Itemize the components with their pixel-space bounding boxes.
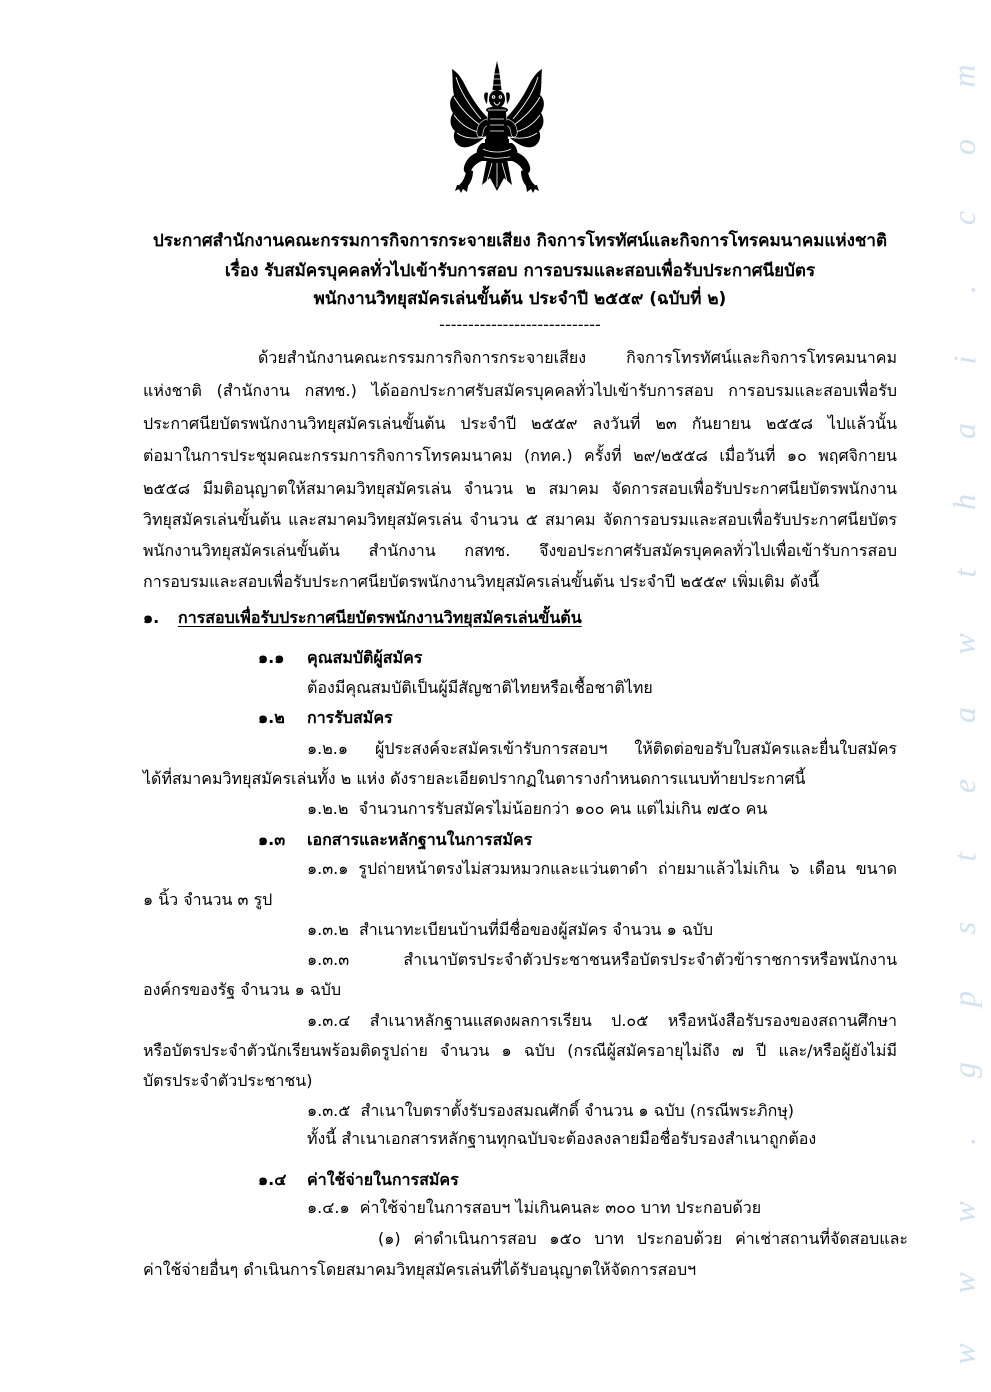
item-1-3-5-text: สำเนาใบตราตั้งรับรองสมณศักดิ์ จำนวน ๑ ฉบับ (กรณีพระภิกษุ) xyxy=(360,1101,795,1120)
watermark-letter: . xyxy=(946,285,982,293)
item-1-3-3-line-2: องค์กรของรัฐ จำนวน ๑ ฉบับ xyxy=(143,980,342,999)
item-1-3-1-line-2: ๑ นิ้ว จำนวน ๓ รูป xyxy=(143,890,273,909)
item-1-2-1-line-1 xyxy=(307,738,897,760)
emblem-right-wing xyxy=(505,69,544,147)
item-1-3-5-number: ๑.๓.๕ xyxy=(307,1101,351,1120)
subitem-1-text: ค่าดำเนินการสอบ ๑๕๐ บาท ประกอบด้วย ค่าเช่าสถานที่จัดสอบและ xyxy=(413,1229,908,1248)
emblem-tail xyxy=(482,159,512,191)
intro-line-2: แห่งชาติ (สำนักงาน กสทช.) ได้ออกประกาศรับสมัครบุคคลทั่วไปเข้ารับการสอบ การอบรมและสอบเพื่อรับ xyxy=(143,381,897,400)
intro-line-7: พนักงานวิทยุสมัครเล่นขั้นต้น สำนักงาน กสทช. จึงขอประกาศรับสมัครบุคคลทั่วไปเพื่อเข้ารับการสอบ xyxy=(143,541,897,560)
item-1-3-3-text: สำเนาบัตรประจำตัวประชาชนหรือบัตรประจำตัวข้าราชการหรือพนักงาน xyxy=(403,950,897,969)
watermark-letter: i xyxy=(945,355,982,365)
item-1-3-1-text: รูปถ่ายหน้าตรงไม่สวมหมวกและแว่นตาดำ ถ่ายมาแล้วไม่เกิน ๖ เดือน ขนาด xyxy=(358,859,897,878)
emblem-left-leg xyxy=(455,151,485,193)
item-1-3-1-number: ๑.๓.๑ xyxy=(307,859,349,878)
intro-line-6: วิทยุสมัครเล่นขั้นต้น และสมาคมวิทยุสมัครเล่น จำนวน ๕ สมาคม จัดการอบรมและสอบเพื่อรับประกาศนียบัตร xyxy=(143,510,897,529)
intro-line-5: ๒๕๕๘ มีมติอนุญาตให้สมาคมวิทยุสมัครเล่น จำนวน ๒ สมาคม จัดการสอบเพื่อรับประกาศนียบัตรพนักงาน xyxy=(143,479,897,498)
subsection-1-4-number: ๑.๔ xyxy=(258,1170,287,1189)
item-1-2-2-text: จำนวนการรับสมัครไม่น้อยกว่า ๑๐๐ คน แต่ไม่เกิน ๗๕๐ คน xyxy=(358,799,768,818)
announcement-title-line-3: พนักงานวิทยุสมัครเล่นขั้นต้น ประจำปี ๒๕๕๙ (ฉบับที่ ๒) xyxy=(313,289,727,309)
watermark-letter: g xyxy=(946,1062,982,1078)
watermark-letter: t xyxy=(945,852,982,862)
subitem-1-line-2: ค่าใช้จ่ายอื่นๆ ดำเนินการโดยสมาคมวิทยุสมัครเล่นที่ได้รับอนุญาตให้จัดการสอบฯ xyxy=(143,1260,697,1279)
watermark-letter: m xyxy=(945,64,982,88)
watermark-letter: . xyxy=(946,1137,982,1145)
item-1-2-1-line-2: ได้ที่สมาคมวิทยุสมัครเล่นทั้ง ๒ แห่ง ดังรายละเอียดปรากฏในตารางกำหนดการแนบท้ายประกาศนี้ xyxy=(143,769,806,788)
item-1-3-4-text: สำเนาหลักฐานแสดงผลการเรียน ป.๐๕ หรือหนังสือรับรองของสถานศึกษา xyxy=(369,1011,897,1030)
watermark-letter: p xyxy=(946,991,982,1007)
section-1-number: ๑. xyxy=(143,608,160,627)
item-1-4-1-line-1 xyxy=(307,1197,761,1219)
subitem-1-line-1 xyxy=(378,1228,908,1250)
watermark-letter: a xyxy=(946,423,982,439)
item-1-3-4-number: ๑.๓.๔ xyxy=(307,1011,351,1030)
item-1-3-4-line-3: บัตรประจำตัวประชาชน) xyxy=(143,1071,313,1090)
announcement-title-line-1: ประกาศสำนักงานคณะกรรมการกิจการกระจายเสียง กิจการโทรทัศน์และกิจการโทรคมนาคมแห่งชาติ xyxy=(152,231,888,251)
item-1-2-1-number: ๑.๒.๑ xyxy=(307,739,349,758)
item-1-3-1-line-1 xyxy=(307,858,897,880)
item-1-3-2-line-1 xyxy=(307,919,713,941)
item-1-3-2-number: ๑.๓.๒ xyxy=(307,920,349,939)
subitem-1-number: (๑) xyxy=(378,1229,401,1248)
emblem-crown xyxy=(493,61,502,90)
subsection-1-1-title: คุณสมบัติผู้สมัคร xyxy=(307,648,423,667)
watermark-letter: t xyxy=(945,568,982,578)
subsection-1-4-title: ค่าใช้จ่ายในการสมัคร xyxy=(307,1170,459,1189)
intro-line-8: การอบรมและสอบเพื่อรับประกาศนียบัตรพนักงานวิทยุสมัครเล่นขั้นต้น ประจำปี ๒๕๕๙ เพิ่มเติม ดังนี้ xyxy=(143,572,820,591)
subsection-1-2-number: ๑.๒ xyxy=(258,708,285,727)
announcement-title-line-2: เรื่อง รับสมัครบุคคลทั่วไปเข้ารับการสอบ การอบรมและสอบเพื่อรับประกาศนียบัตร xyxy=(224,261,816,281)
watermark xyxy=(944,60,984,1370)
garuda-emblem xyxy=(447,57,547,193)
subsection-1-3-title: เอกสารและหลักฐานในการสมัคร xyxy=(307,830,533,849)
emblem-head xyxy=(484,90,510,114)
watermark-letter: w xyxy=(946,1201,982,1223)
watermark-letter: a xyxy=(946,707,982,723)
intro-line-1: ด้วยสำนักงานคณะกรรมการกิจการกระจายเสียง กิจการโทรทัศน์และกิจการโทรคมนาคม xyxy=(258,348,897,367)
item-1-3-3-number: ๑.๓.๓ xyxy=(307,950,350,969)
item-1-3-5-line-1 xyxy=(307,1100,794,1122)
watermark-letter: s xyxy=(945,921,982,935)
subsection-1-2-title: การรับสมัคร xyxy=(307,708,393,727)
section-1-heading: การสอบเพื่อรับประกาศนียบัตรพนักงานวิทยุสมัครเล่นขั้นต้น xyxy=(178,608,582,627)
watermark-letter: w xyxy=(946,1272,982,1294)
subsection-1-3-note: ทั้งนี้ สำเนาเอกสารหลักฐานทุกฉบับจะต้องลงลายมือชื่อรับรองสำเนาถูกต้อง xyxy=(307,1129,817,1148)
item-1-2-2-number: ๑.๒.๒ xyxy=(307,799,349,818)
title-separator: ---------------------------- xyxy=(439,315,601,334)
watermark-letter: w xyxy=(946,633,982,655)
watermark-letter: w xyxy=(946,1343,982,1365)
item-1-3-2-text: สำเนาทะเบียนบ้านที่มีชื่อของผู้สมัคร จำนวน ๑ ฉบับ xyxy=(358,920,714,939)
subsection-1-3-number: ๑.๓ xyxy=(258,830,286,849)
watermark-letter: o xyxy=(946,139,982,155)
item-1-3-3-line-1 xyxy=(307,949,897,971)
item-1-2-2-line-1 xyxy=(307,798,767,820)
item-1-3-4-line-2: หรือบัตรประจำตัวนักเรียนพร้อมติดรูปถ่าย จำนวน ๑ ฉบับ (กรณีผู้สมัครอายุไม่ถึง ๗ ปี และ/หรือผู้ยังไม่มี xyxy=(143,1041,898,1060)
item-1-4-1-text: ค่าใช้จ่ายในการสอบฯ ไม่เกินคนละ ๓๐๐ บาท ประกอบด้วย xyxy=(359,1198,762,1217)
item-1-3-4-line-1 xyxy=(307,1010,897,1032)
subsection-1-1-body: ต้องมีคุณสมบัติเป็นผู้มีสัญชาติไทยหรือเชื้อชาติไทย xyxy=(307,678,653,697)
watermark-letter: c xyxy=(945,210,982,226)
item-1-2-1-text: ผู้ประสงค์จะสมัครเข้ารับการสอบฯ ให้ติดต่อขอรับใบสมัครและยื่นใบสมัคร xyxy=(374,739,897,758)
watermark-letter: e xyxy=(945,778,982,794)
emblem-right-leg xyxy=(509,151,539,193)
watermark-letter: h xyxy=(946,494,982,510)
intro-line-3: ประกาศนียบัตรพนักงานวิทยุสมัครเล่นขั้นต้น ประจำปี ๒๕๕๙ ลงวันที่ ๒๓ กันยายน ๒๕๕๘ ไปแล้วนั้น xyxy=(143,414,898,433)
subsection-1-1-number: ๑.๑ xyxy=(258,648,285,667)
intro-line-4: ต่อมาในการประชุมคณะกรรมการกิจการโทรคมนาคม (กทค.) ครั้งที่ ๒๙/๒๕๕๘ เมื่อวันที่ ๑๐ พฤศจิกายน xyxy=(143,446,897,465)
emblem-left-wing xyxy=(450,69,489,147)
item-1-4-1-number: ๑.๔.๑ xyxy=(307,1198,350,1217)
